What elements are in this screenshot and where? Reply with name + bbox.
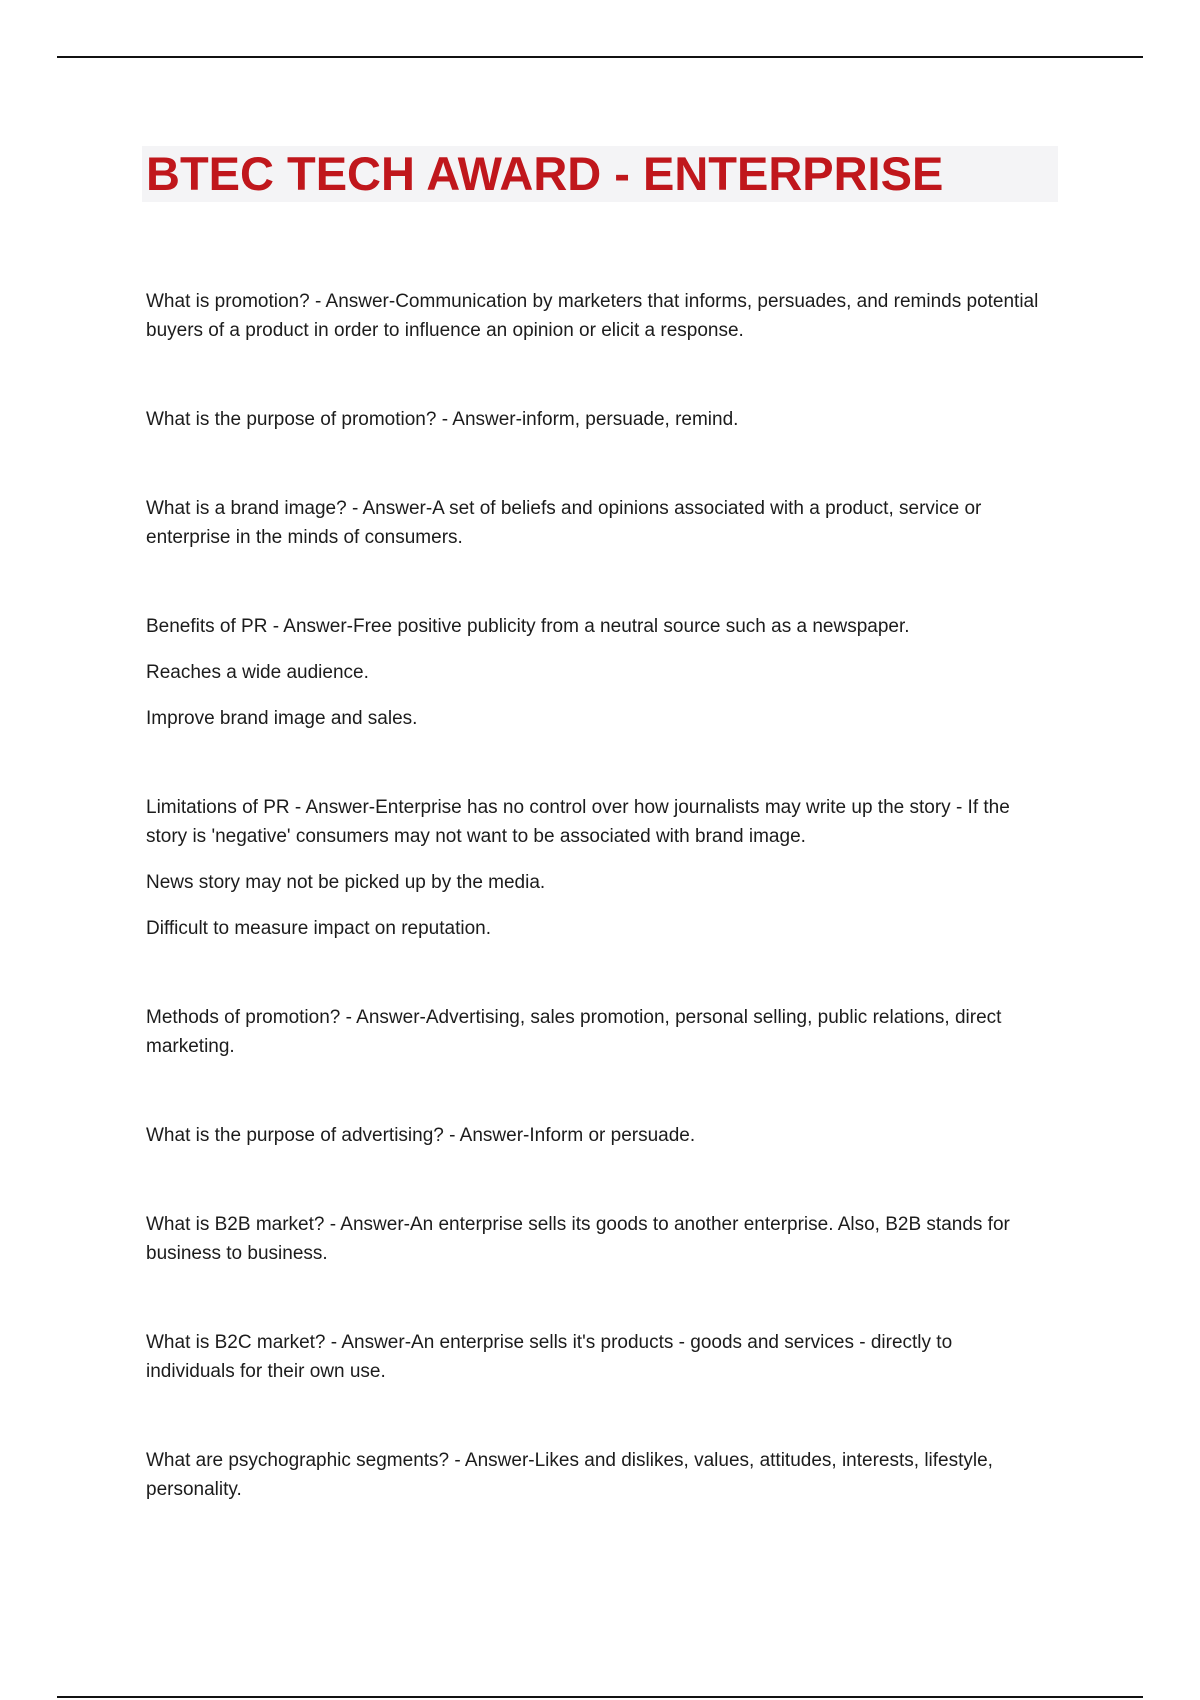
page-title: BTEC TECH AWARD - ENTERPRISE [146,147,944,200]
qa-text: Methods of promotion? - Answer-Advertising, sales promotion, personal selling, public relations, direct marketing. [146,1007,1002,1057]
qa-text: What is promotion? - Answer-Communication by marketers that informs, persuades, and reminds potential buyers of a product in order to influence an opinion or elicit a response. [146,291,1039,341]
qa-entry [146,405,1046,434]
qa-text: Difficult to measure impact on reputation. [146,918,491,939]
qa-entry [146,612,1046,733]
bottom-rule [57,1696,1143,1698]
qa-list [146,287,1046,1564]
qa-entry [146,1446,1046,1504]
qa-entry [146,1328,1046,1386]
qa-entry [146,1003,1046,1061]
qa-text: What is B2C market? - Answer-An enterprise sells it's products - goods and services - directly to individuals for their own use. [146,1332,953,1382]
qa-text: Benefits of PR - Answer-Free positive publicity from a neutral source such as a newspaper. [146,616,910,637]
qa-text: News story may not be picked up by the media. [146,872,546,893]
qa-text: Improve brand image and sales. [146,708,418,729]
qa-text: What is the purpose of advertising? - Answer-Inform or persuade. [146,1125,696,1146]
qa-text: Reaches a wide audience. [146,662,369,683]
qa-text: What are psychographic segments? - Answer-Likes and dislikes, values, attitudes, interests, lifestyle, personality. [146,1450,993,1500]
top-rule [57,56,1143,58]
qa-text: What is a brand image? - Answer-A set of beliefs and opinions associated with a product, service or enterprise in the minds of consumers. [146,498,982,548]
qa-text: Limitations of PR - Answer-Enterprise has no control over how journalists may write up the story - If the story is 'negative' consumers may not want to be associated with brand image. [146,797,1010,847]
qa-entry [146,793,1046,943]
qa-entry [146,1121,1046,1150]
qa-entry [146,1210,1046,1268]
qa-text: What is the purpose of promotion? - Answer-inform, persuade, remind. [146,409,739,430]
qa-entry [146,494,1046,552]
qa-entry [146,287,1046,345]
qa-text: What is B2B market? - Answer-An enterprise sells its goods to another enterprise. Also, B2B stands for business to business. [146,1214,1010,1264]
